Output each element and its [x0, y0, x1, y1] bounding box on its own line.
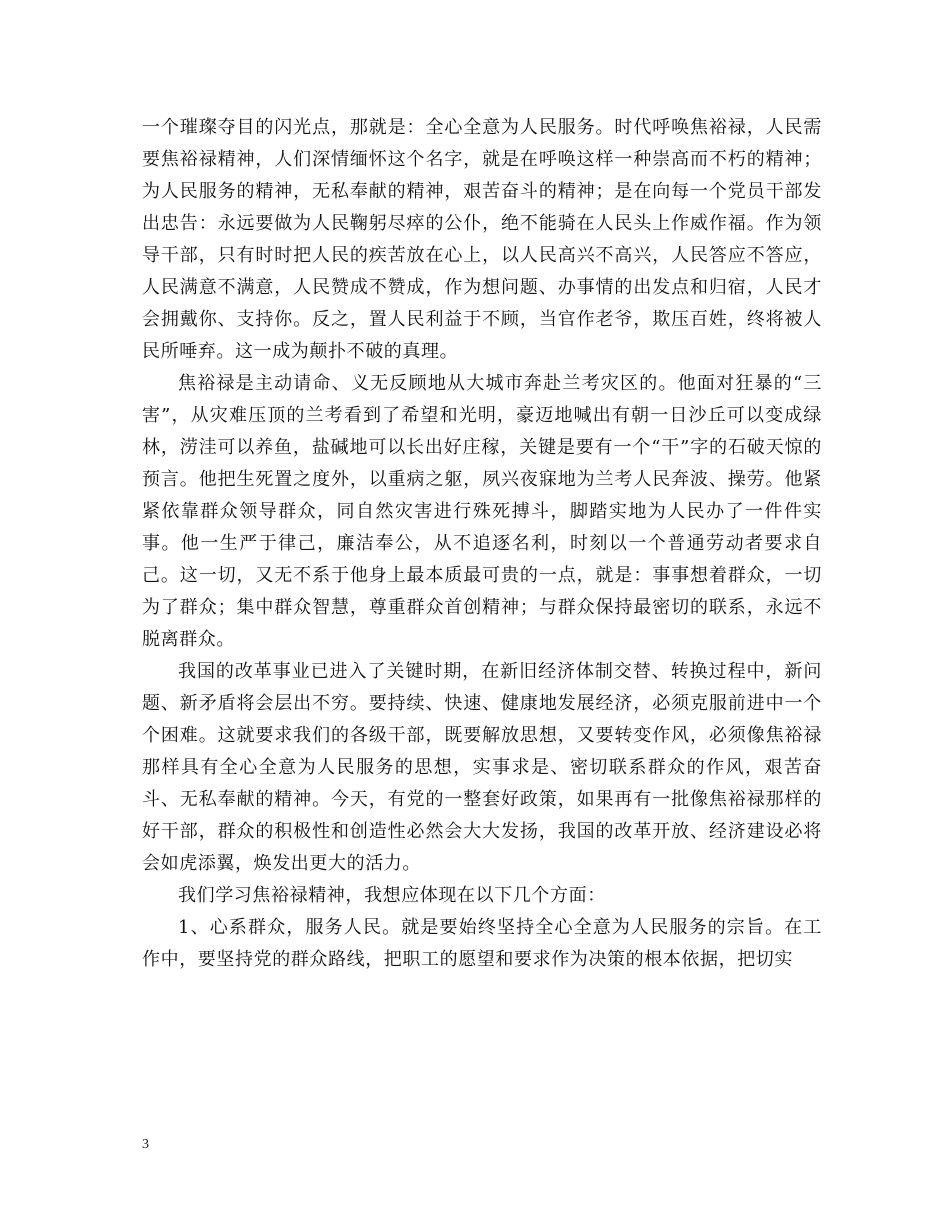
paragraph-3: 我国的改革事业已进入了关键时期，在新旧经济体制交替、转换过程中，新问题、新矛盾将会层出不穷。要持续、快速、健康地发展经济，必须克服前进中一个个困难。这就要求我们的各级干部，既要解放思想，又要转变作风，必须像焦裕禄那样具有全心全意为人民服务的思想，实事求是、密切联系群众的作风，艰苦奋斗、无私奉献的精神。今天，有党的一整套好政策，如果再有一批像焦裕禄那样的好干部，群众的积极性和创造性必然会大大发扬，我国的改革开放、经济建设必将会如虎添翼，焕发出更大的活力。 — [142, 661, 822, 874]
page-number: 3 — [142, 1137, 149, 1152]
paragraph-4: 我们学习焦裕禄精神，我想应体现在以下几个方面： — [178, 885, 606, 906]
document-body — [142, 112, 822, 976]
paragraph-2: 焦裕禄是主动请命、义无反顾地从大城市奔赴兰考灾区的。他面对狂暴的“三害”，从灾难压顶的兰考看到了希望和光明，豪迈地喊出有朝一日沙丘可以变成绿林，涝洼可以养鱼，盐碱地可以长出好庄稼，关键是要有一个“干”字的石破天惊的预言。他把生死置之度外，以重病之躯，夙兴夜寐地为兰考人民奔波、操劳。他紧紧依靠群众领导群众，同自然灾害进行殊死搏斗，脚踏实地为人民办了一件件实事。他一生严于律己，廉洁奉公，从不追逐名利，时刻以一个普通劳动者要求自己。这一切，又无不系于他身上最本质最可贵的一点，就是：事事想着群众，一切为了群众；集中群众智慧，尊重群众首创精神；与群众保持最密切的联系，永远不脱离群众。 — [142, 373, 822, 650]
paragraph-5: 1、心系群众，服务人民。就是要始终坚持全心全意为人民服务的宗旨。在工作中，要坚持党的群众路线，把职工的愿望和要求作为决策的根本依据，把切实 — [142, 917, 822, 970]
paragraph-1: 一个璀璨夺目的闪光点，那就是：全心全意为人民服务。时代呼唤焦裕禄，人民需要焦裕禄精神，人们深情缅怀这个名字，就是在呼唤这样一种崇高而不朽的精神；为人民服务的精神，无私奉献的精神，艰苦奋斗的精神；是在向每一个党员干部发出忠告：永远要做为人民鞠躬尽瘁的公仆，绝不能骑在人民头上作威作福。作为领导干部，只有时时把人民的疾苦放在心上，以人民高兴不高兴，人民答应不答应，人民满意不满意，人民赞成不赞成，作为想问题、办事情的出发点和归宿，人民才会拥戴你、支持你。反之，置人民利益于不顾，当官作老爷，欺压百姓，终将被人民所唾弃。这一成为颠扑不破的真理。 — [142, 117, 822, 362]
